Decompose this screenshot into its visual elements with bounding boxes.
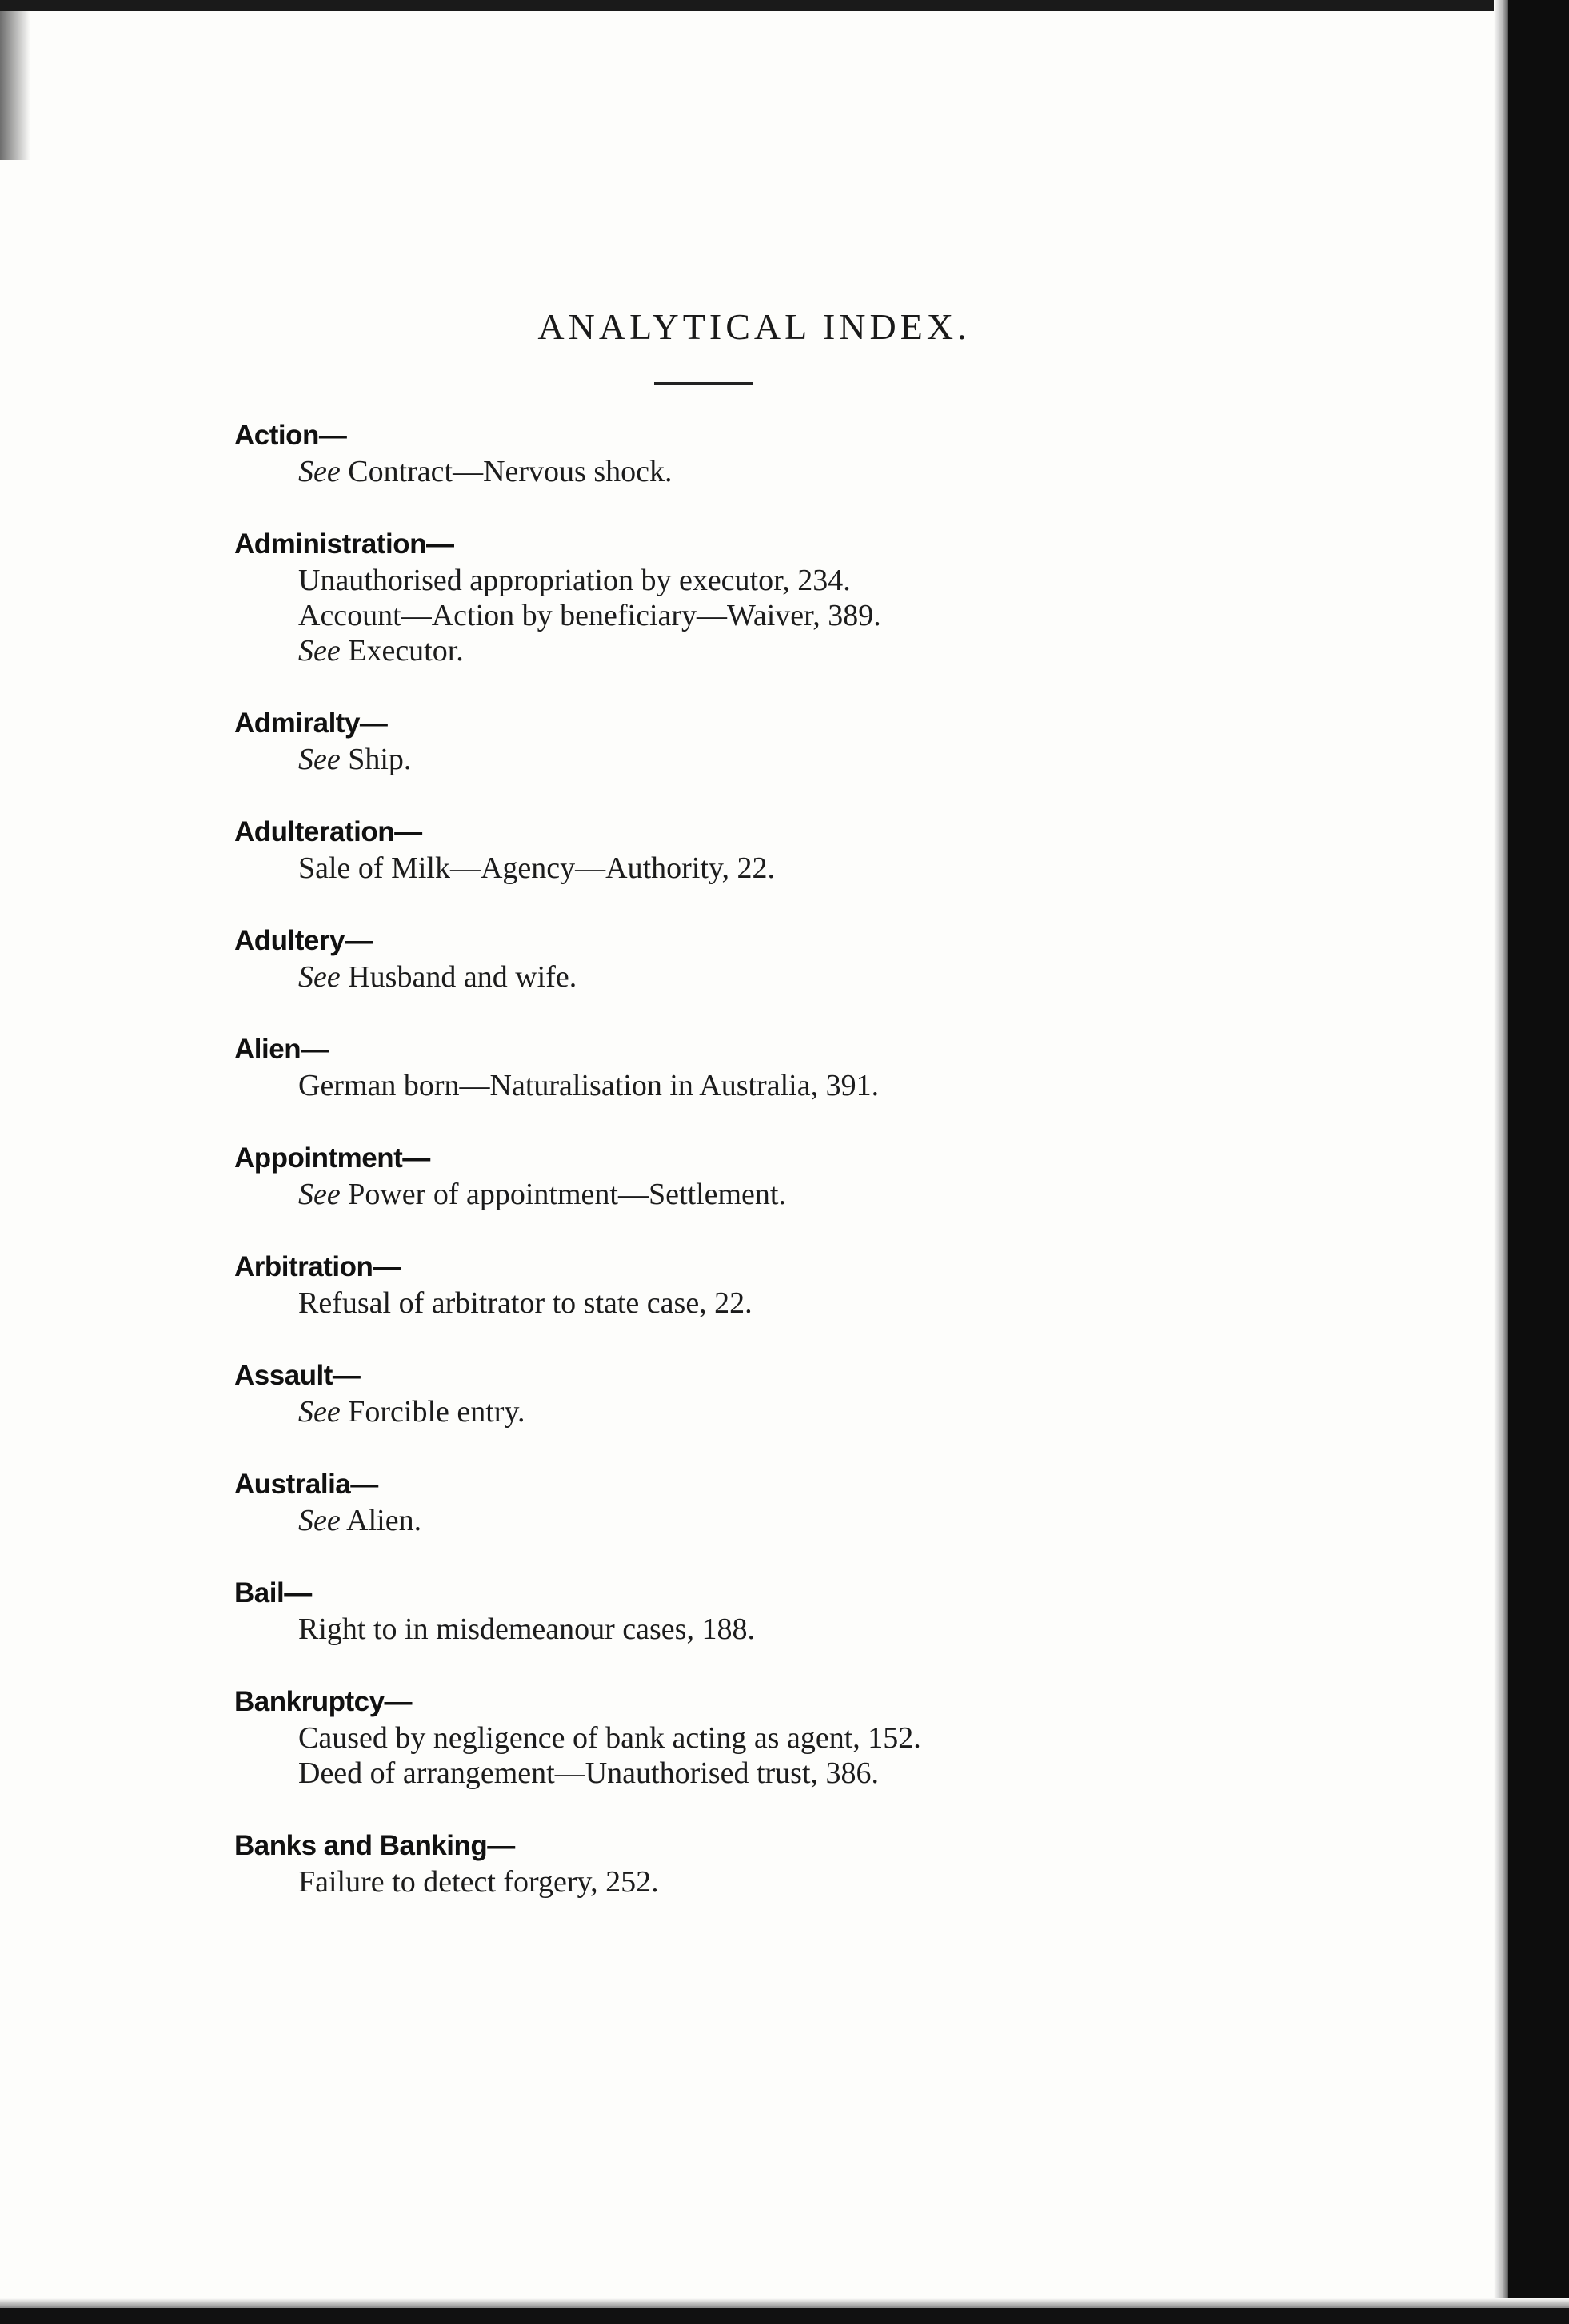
- index-entry: [234, 814, 1394, 886]
- entry-line-text: Executor.: [348, 634, 464, 668]
- scan-edge-right: [1508, 0, 1569, 2324]
- see-reference-label: See: [298, 455, 341, 488]
- entry-line-text: Unauthorised appropriation by executor, 234.: [298, 564, 851, 597]
- title-rule: [654, 382, 753, 385]
- entry-line: [234, 1864, 1394, 1899]
- entry-line: [234, 563, 1394, 598]
- see-reference-label: See: [298, 1504, 341, 1537]
- entry-line: [234, 1394, 1394, 1429]
- entry-heading: Adulteration—: [234, 816, 422, 847]
- index-entry: [234, 1140, 1394, 1212]
- index-entry: [234, 1684, 1394, 1791]
- entry-line-text: Account—Action by beneficiary—Waiver, 389.: [298, 599, 881, 632]
- entry-line-text: Failure to detect forgery, 252.: [298, 1865, 659, 1899]
- index-entry: [234, 1828, 1394, 1899]
- see-reference-label: See: [298, 1178, 341, 1211]
- entry-line: [234, 851, 1394, 886]
- entry-line: [234, 1286, 1394, 1321]
- entry-heading: Appointment—: [234, 1142, 430, 1174]
- index-entry: [234, 1466, 1394, 1538]
- entry-heading: Banks and Banking—: [234, 1830, 515, 1861]
- entry-heading: Adultery—: [234, 925, 373, 956]
- see-reference-label: See: [298, 1395, 341, 1429]
- scan-edge-top: [0, 0, 1569, 11]
- index-entry: [234, 1249, 1394, 1321]
- entry-heading: Admiralty—: [234, 708, 388, 739]
- entry-line-text: Contract—Nervous shock.: [348, 455, 673, 488]
- entry-line-text: Right to in misdemeanour cases, 188.: [298, 1612, 755, 1646]
- scan-edge-bottom-shadow: [0, 2298, 1569, 2308]
- entry-line: [234, 598, 1394, 633]
- scan-edge-bottom: [0, 2308, 1569, 2324]
- entry-line-text: Caused by negligence of bank acting as agent, 152.: [298, 1721, 921, 1755]
- entry-heading: Alien—: [234, 1034, 329, 1065]
- scan-edge-shadow: [1494, 0, 1508, 2324]
- index-entries: [234, 417, 1394, 1936]
- index-entry: [234, 923, 1394, 995]
- index-entry: [234, 417, 1394, 489]
- entry-line-text: Forcible entry.: [348, 1395, 525, 1429]
- entry-line: [234, 1612, 1394, 1647]
- see-reference-label: See: [298, 960, 341, 994]
- see-reference-label: See: [298, 634, 341, 668]
- entry-line-text: Deed of arrangement—Unauthorised trust, 386.: [298, 1756, 880, 1790]
- entry-heading: Administration—: [234, 528, 454, 560]
- index-entry: [234, 1031, 1394, 1103]
- entry-line: [234, 454, 1394, 489]
- entry-heading: Australia—: [234, 1469, 378, 1500]
- entry-heading: Action—: [234, 420, 347, 451]
- entry-line-text: German born—Naturalisation in Australia, 391.: [298, 1069, 880, 1102]
- entry-line: [234, 1068, 1394, 1103]
- entry-heading: Arbitration—: [234, 1251, 401, 1282]
- entry-line: [234, 1177, 1394, 1212]
- entry-line-text: Alien.: [346, 1504, 422, 1537]
- entry-heading: Assault—: [234, 1360, 361, 1391]
- entry-line: [234, 959, 1394, 995]
- index-entry: [234, 1357, 1394, 1429]
- index-entry: [234, 705, 1394, 777]
- entry-heading: Bail—: [234, 1577, 312, 1608]
- see-reference-label: See: [298, 743, 341, 776]
- index-entry: [234, 1575, 1394, 1647]
- entry-line-text: Power of appointment—Settlement.: [348, 1178, 786, 1211]
- entry-line-text: Sale of Milk—Agency—Authority, 22.: [298, 851, 775, 885]
- page-title: ANALYTICAL INDEX.: [537, 306, 971, 347]
- entry-line-text: Husband and wife.: [348, 960, 577, 994]
- entry-line: [234, 742, 1394, 777]
- entry-heading: Bankruptcy—: [234, 1686, 413, 1717]
- entry-line: [234, 1503, 1394, 1538]
- entry-line: [234, 633, 1394, 668]
- index-entry: [234, 526, 1394, 668]
- entry-line-text: Refusal of arbitrator to state case, 22.: [298, 1286, 753, 1320]
- entry-line-text: Ship.: [348, 743, 412, 776]
- entry-line: [234, 1720, 1394, 1756]
- scan-shadow-corner: [0, 0, 30, 160]
- entry-line: [234, 1756, 1394, 1791]
